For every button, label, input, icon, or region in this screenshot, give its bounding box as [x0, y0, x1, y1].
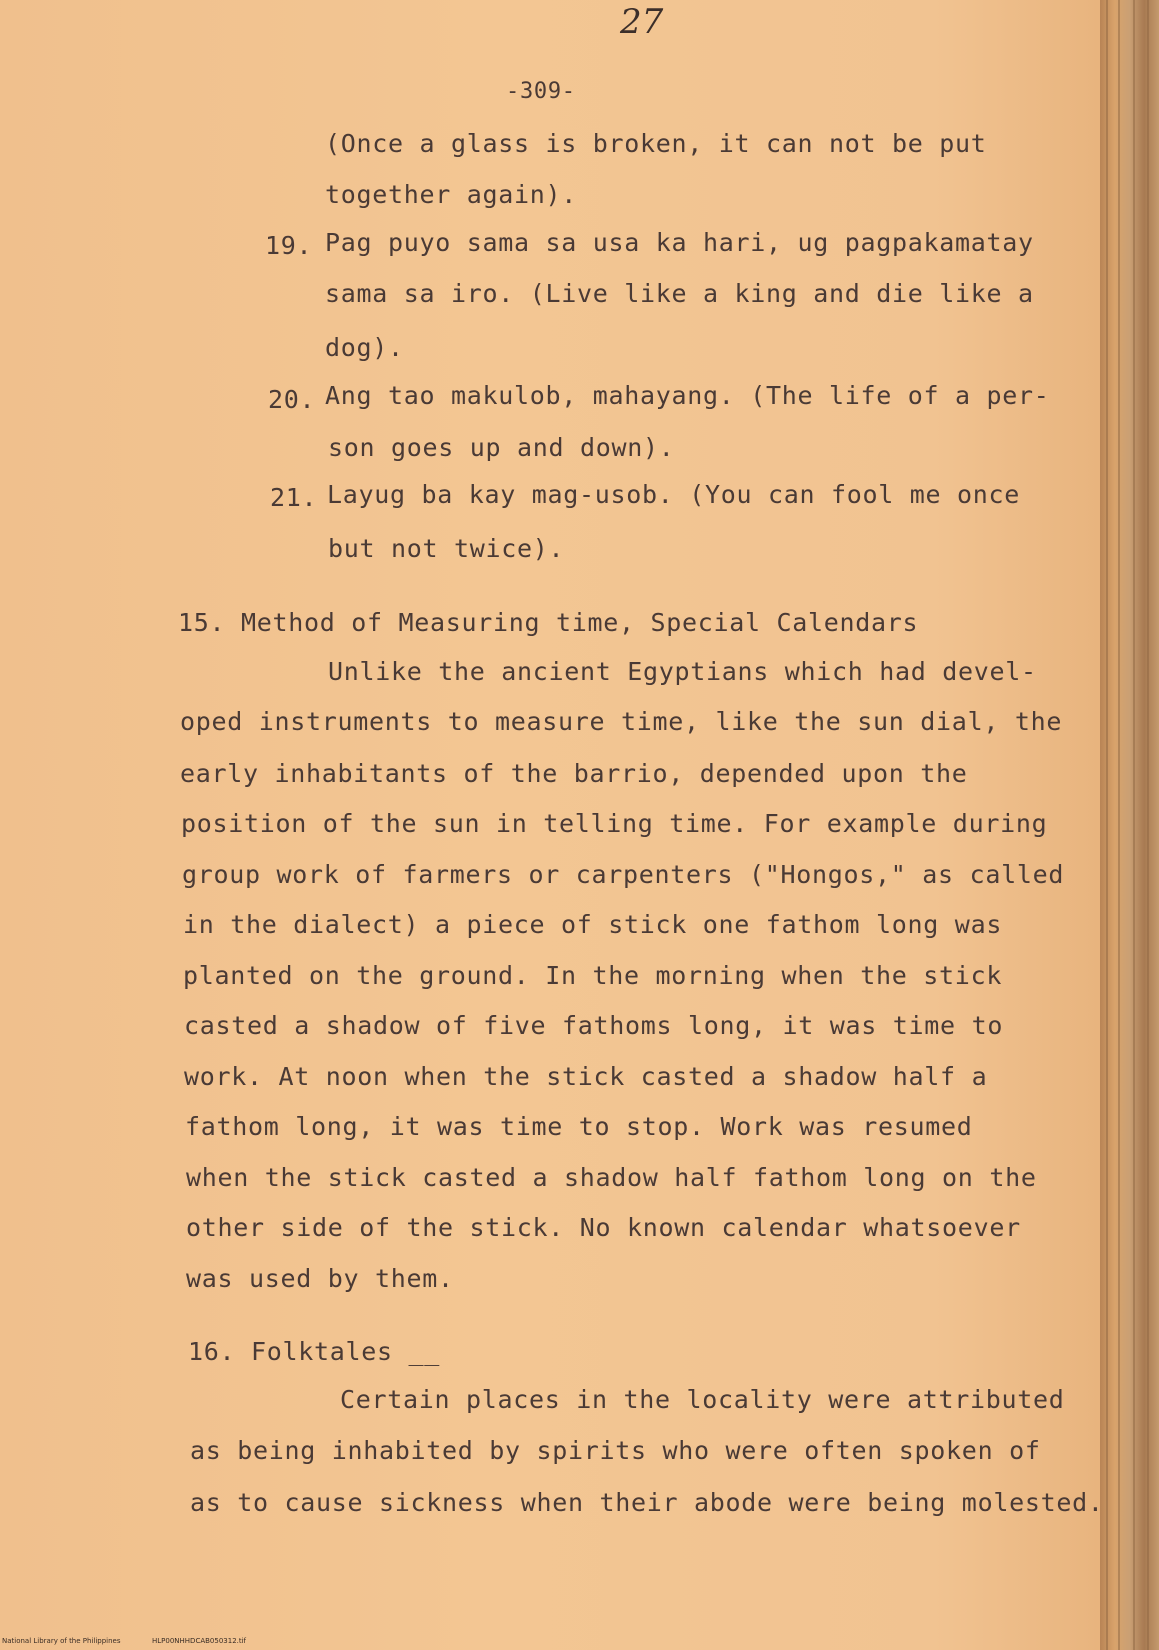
proverb-number: 19. — [265, 231, 313, 260]
proverb-21-line-1: Layug ba kay mag-usob. (You can fool me once — [327, 480, 1021, 509]
proverb-number: 20. — [268, 385, 316, 414]
proverb-19-line-1: Pag puyo sama sa usa ka hari, ug pagpakamatay — [325, 228, 1034, 257]
page-edge-stack — [1100, 0, 1159, 1650]
section-15-line: fathom long, it was time to stop. Work was resumed — [185, 1112, 973, 1141]
handwritten-mark: 27 — [620, 2, 664, 42]
section-16-line: as to cause sickness when their abode were being molested. — [190, 1488, 1104, 1517]
section-15-line: casted a shadow of five fathoms long, it was time to — [184, 1011, 1004, 1040]
section-15-heading: 15. Method of Measuring time, Special Calendars — [178, 608, 919, 637]
section-15-line: group work of farmers or carpenters ("Hongos," as called — [182, 860, 1065, 889]
section-15-line: oped instruments to measure time, like the sun dial, the — [180, 707, 1063, 736]
section-15-line: other side of the stick. No known calendar whatsoever — [186, 1213, 1021, 1242]
footer-library-credit: National Library of the Philippines — [2, 1637, 121, 1645]
proverb-number: 21. — [270, 483, 318, 512]
proverb-18-line-2: together again). — [325, 180, 578, 209]
section-15-line: in the dialect) a piece of stick one fathom long was — [183, 910, 1003, 939]
proverb-20-line-1: Ang tao makulob, mahayang. (The life of a per- — [325, 381, 1050, 410]
section-15-line: position of the sun in telling time. For example during — [181, 809, 1048, 838]
section-15-line: Unlike the ancient Egyptians which had devel- — [328, 657, 1037, 686]
section-15-line: early inhabitants of the barrio, depended upon the — [180, 759, 968, 788]
proverb-21-line-2: but not twice). — [328, 534, 565, 563]
section-16-heading: 16. Folktales __ — [188, 1337, 441, 1366]
page-number: -309- — [506, 79, 576, 104]
section-15-line: work. At noon when the stick casted a shadow half a — [184, 1062, 988, 1091]
section-16-line: as being inhabited by spirits who were often spoken of — [190, 1436, 1041, 1465]
section-15-line: planted on the ground. In the morning when the stick — [183, 961, 1003, 990]
proverb-20-line-2: son goes up and down). — [328, 433, 675, 462]
proverb-19-line-3: dog). — [325, 333, 404, 362]
footer-file-name: HLP00NHHDCAB050312.tif — [152, 1637, 247, 1645]
proverb-18-line-1: (Once a glass is broken, it can not be put — [325, 129, 987, 158]
section-15-line: when the stick casted a shadow half fathom long on the — [186, 1163, 1037, 1192]
section-16-line: Certain places in the locality were attributed — [340, 1385, 1065, 1414]
proverb-19-line-2: sama sa iro. (Live like a king and die like a — [325, 279, 1034, 308]
section-15-line: was used by them. — [186, 1264, 454, 1293]
